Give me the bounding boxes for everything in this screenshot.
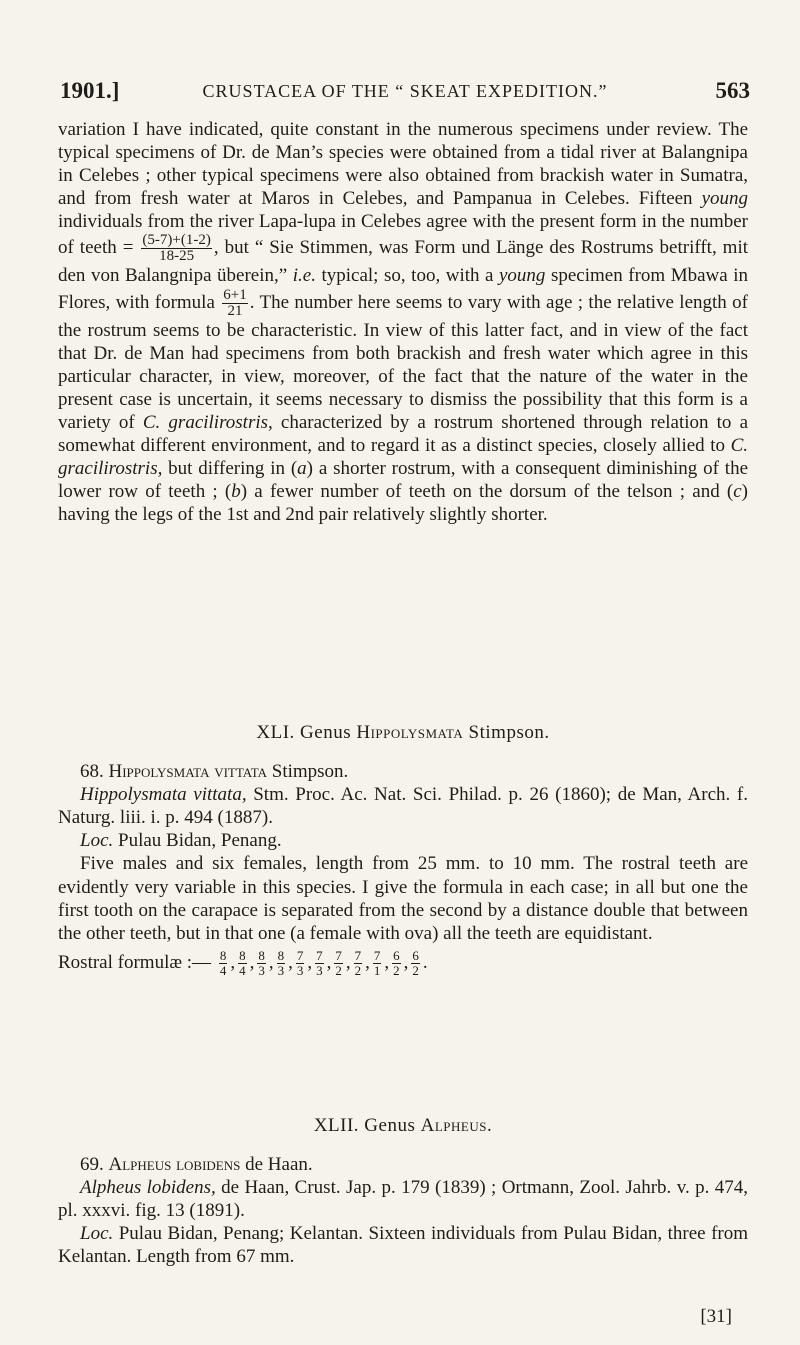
formula-fraction	[257, 949, 266, 978]
species-name: Alpheus lobidens,	[80, 1177, 216, 1199]
formula-separator: .	[422, 951, 428, 973]
heading-authority: .	[486, 1115, 493, 1136]
species-name: C. gracilirostris,	[58, 435, 748, 480]
species-name: Hippolysmata vittata	[108, 761, 267, 783]
italic-letter: b	[231, 481, 241, 503]
italic-term: young	[499, 265, 546, 287]
locality-text: Pulau Bidan, Penang.	[113, 830, 282, 852]
species-number: 68.	[80, 761, 109, 783]
page-number: 563	[715, 78, 750, 103]
text-run: ) having the legs of the 1st and 2nd pair relatively slightly shorter.	[58, 481, 748, 526]
formula-separator: ,	[365, 951, 370, 973]
formula-separator: ,	[403, 951, 409, 973]
heading-prefix: XLII. Genus	[313, 1115, 421, 1136]
section-hippolysmata	[58, 721, 748, 978]
genus-heading	[58, 721, 748, 744]
text-run: . The number here seems to vary with age ; the relative length of the rostrum seems to be characteristic. In view of this latter fact, and in view of the fact that Dr. de Man had specimens from both brackish and fresh water which agree in this particular character, in view, moreover, of the fact that the nature of the water in the present case is uncertain, it seems necessary to dismiss the possibility that this form is a variety of	[58, 291, 748, 433]
fraction-numerator: 6	[412, 947, 419, 963]
formula-separator: ,	[268, 951, 274, 973]
formula-fraction	[334, 949, 343, 978]
formulae-list	[216, 947, 428, 978]
fraction-denominator: 2	[335, 962, 342, 978]
fraction-denominator: 2	[412, 962, 419, 978]
fraction-denominator: 3	[277, 962, 285, 978]
italic-term: young	[701, 188, 748, 210]
text-run: ) a shorter rostrum, with a consequent diminishing of the lower row of teeth ; (	[58, 458, 749, 503]
fraction-numerator: 7	[335, 947, 342, 963]
italic-letter: c	[733, 481, 742, 503]
text-run: variation I have indicated, quite constant in the numerous specimens under review. The typical specimens of Dr. de Man’s species were obtained from a tidal river at Balangnipa in Celebes ; other typical specimens were also obtained from brackish water in Sumatra, and from fresh water at Maros in Celebes, and Pampanua in Celebes. Fifteen	[58, 119, 748, 210]
locality-text: Pulau Bidan, Penang; Kelantan. Sixteen individuals from Pulau Bidan, three from Kelantan. Length from 67 mm.	[58, 1223, 748, 1268]
fraction-numerator: 7	[316, 947, 323, 963]
heading-prefix: XLI. Genus	[256, 722, 357, 743]
fraction-numerator: 7	[373, 947, 381, 963]
signature-mark: [31]	[700, 1306, 732, 1327]
text-run: ) a fewer number of teeth on the dorsum of the telson ; and (	[240, 481, 734, 503]
body-text	[58, 118, 748, 526]
genus-heading	[58, 1114, 748, 1137]
fraction-denominator: 4	[239, 962, 246, 978]
rostral-formulae	[58, 949, 748, 978]
fraction-denominator: 3	[296, 962, 304, 978]
locality-label: Loc.	[80, 830, 114, 852]
locality	[58, 829, 748, 852]
formula-fraction	[354, 949, 363, 978]
species-name: C. gracilirostris,	[142, 411, 273, 433]
fraction-denominator: 21	[227, 302, 243, 319]
fraction-numerator: 8	[258, 947, 265, 963]
running-head	[60, 78, 750, 108]
formula-fraction	[373, 949, 382, 978]
fraction-numerator: 8	[239, 947, 246, 963]
reference-text: de Haan, Crust. Jap. p. 179 (1839) ; Ortmann, Zool. Jahrb. v. p. 474, pl. xxxvi. fig. 13 (1891).	[58, 1177, 748, 1222]
fraction-denominator: 4	[219, 962, 227, 978]
fraction-denominator: 3	[258, 962, 265, 978]
species-heading	[58, 1153, 748, 1176]
locality-label: Loc.	[80, 1223, 114, 1245]
formula-fraction	[238, 949, 247, 978]
species-name: Hippolysmata vittata,	[80, 784, 247, 806]
text-run: characterized by a rostrum shortened through relation to a somewhat different environment, and to regard it as a distinct species, closely allied to	[58, 411, 749, 457]
formula-fraction	[411, 949, 420, 978]
formula-fraction	[392, 949, 401, 978]
reference-text: Stm. Proc. Ac. Nat. Sci. Philad. p. 26 (1860); de Man, Arch. f. Naturg. liii. i. p. 494 (1887).	[58, 784, 749, 829]
formula-fraction	[296, 949, 305, 978]
formula-fraction	[277, 949, 286, 978]
teeth-formula-fraction	[141, 233, 211, 264]
header-title: CRUSTACEA OF THE “ SKEAT EXPEDITION.”	[202, 81, 608, 101]
text-run: , but “ Sie Stimmen, was Form und Länge des Rostrums betrifft, mit den von Balangnipa überein,”	[58, 237, 749, 287]
reference	[58, 1176, 748, 1222]
fraction-numerator: 6+1	[223, 286, 247, 303]
teeth-formula-fraction	[222, 288, 247, 319]
fraction-numerator: 7	[354, 947, 362, 963]
fraction-denominator: 3	[316, 962, 323, 978]
species-authority: Stimpson.	[267, 761, 349, 783]
formula-separator: ,	[230, 951, 236, 973]
locality	[58, 1222, 748, 1268]
fraction-numerator: (5-7)+(1-2)	[142, 232, 211, 249]
formula-separator: ,	[249, 951, 255, 973]
paragraph-specimens: Five males and six females, length from 25 mm. to 10 mm. The rostral teeth are evidently very variable in this species. I give the formula in each case; in all but one the first tooth on the carapace is separated from the second by a distance double that between the other teeth, but in that one (a female with ova) all the teeth are equidistant.	[58, 853, 748, 944]
paragraph-variation	[58, 118, 748, 526]
formulae-label: Rostral formulæ :—	[58, 951, 212, 973]
species-authority: de Haan.	[240, 1154, 313, 1176]
italic-letter: a	[297, 458, 307, 480]
genus-name: Alpheus	[420, 1115, 487, 1136]
fraction-numerator: 6	[393, 947, 400, 963]
section-alpheus	[58, 1114, 748, 1269]
genus-name: Hippolysmata	[356, 722, 464, 743]
formula-separator: ,	[307, 951, 313, 973]
formula-separator: ,	[326, 951, 332, 973]
text-run: specimen from Mbawa in Flores, with formula	[58, 265, 748, 313]
heading-authority: Stimpson.	[463, 722, 550, 743]
text-run: but differing in (	[162, 458, 298, 480]
header-year: 1901.]	[60, 78, 120, 103]
reference	[58, 783, 748, 829]
formula-fraction	[315, 949, 324, 978]
text-run: typical; so, too, with a	[315, 265, 499, 287]
formula-separator: ,	[345, 951, 351, 973]
fraction-denominator: 18-25	[159, 248, 195, 265]
fraction-denominator: 1	[373, 962, 381, 978]
italic-term: i.e.	[292, 265, 316, 287]
fraction-denominator: 2	[393, 962, 400, 978]
species-name: Alpheus lobidens	[108, 1154, 241, 1176]
text-run: individuals from the river Lapa-lupa in Celebes agree with the present form in the number of teeth =	[58, 211, 748, 259]
species-number: 69.	[80, 1154, 109, 1176]
species-heading	[58, 760, 748, 783]
fraction-numerator: 7	[296, 947, 304, 963]
formula-separator: ,	[384, 951, 390, 973]
fraction-denominator: 2	[354, 962, 362, 978]
fraction-numerator: 8	[277, 947, 285, 963]
formula-separator: ,	[288, 951, 293, 973]
formula-fraction	[219, 949, 228, 978]
fraction-numerator: 8	[219, 947, 227, 963]
